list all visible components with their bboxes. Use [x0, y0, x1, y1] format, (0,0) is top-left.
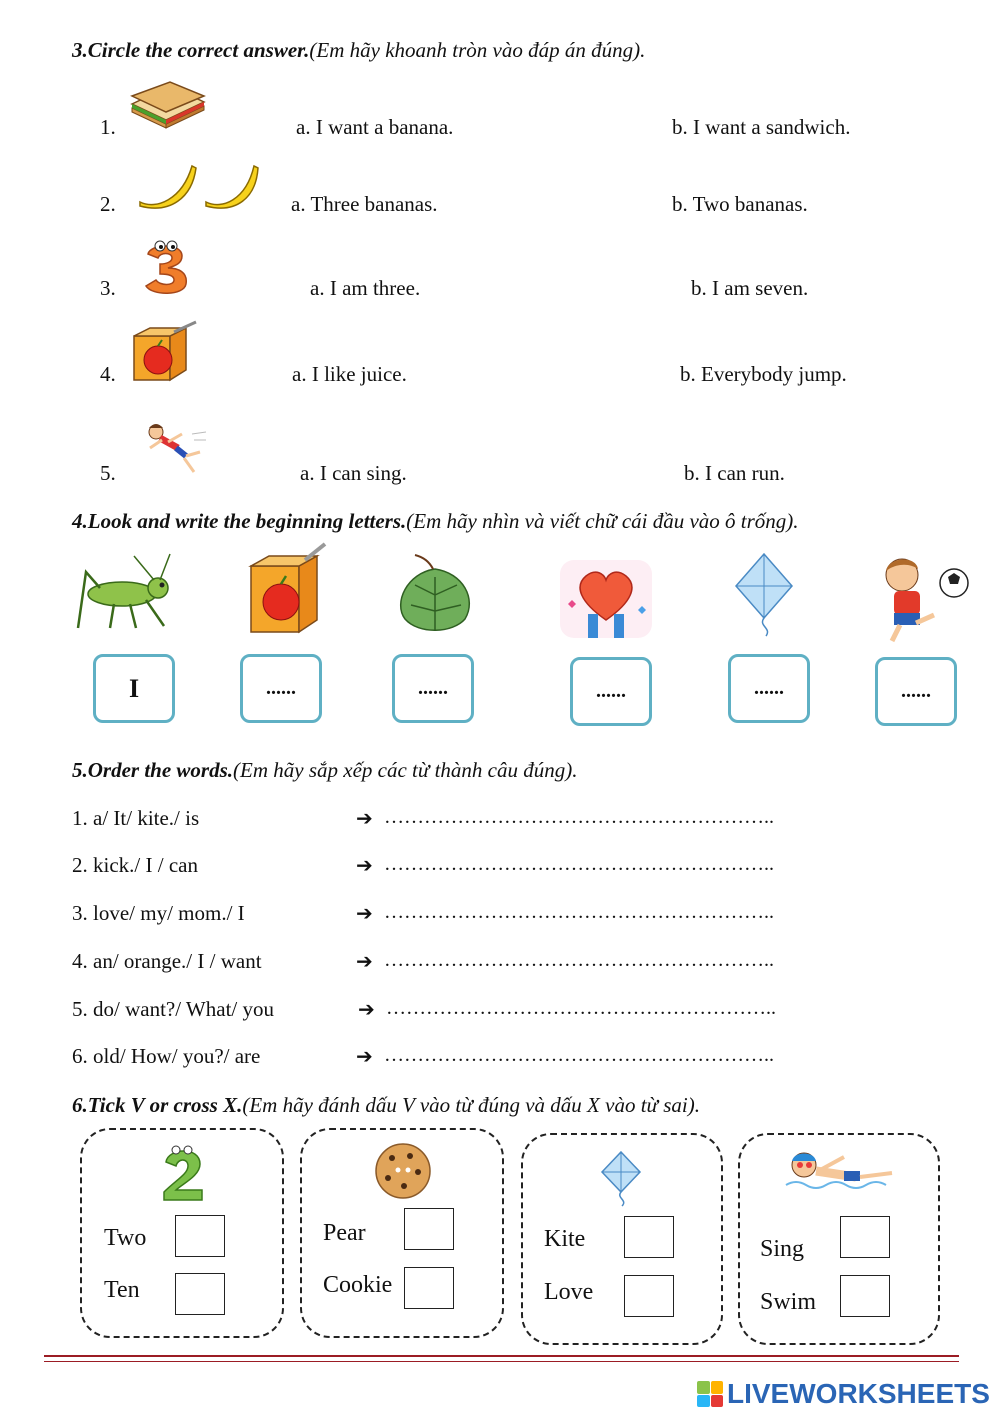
answer-line-6[interactable]: …………………………………………………..	[384, 1044, 774, 1066]
letter-box-2[interactable]: ......	[240, 654, 322, 723]
section6-title: 6.Tick V or cross X.	[72, 1093, 243, 1117]
q3-item3-number: 3.	[100, 276, 116, 300]
q3-item3-option-b[interactable]: b. I am seven.	[691, 276, 809, 300]
letter-box-5[interactable]: ......	[728, 654, 810, 723]
arrow-right-icon: ➔	[356, 806, 373, 830]
grasshopper-icon	[70, 552, 180, 632]
card4-tick-box-2[interactable]	[840, 1275, 890, 1317]
card4-word-1: Sing	[760, 1236, 805, 1262]
card4-word-2: Swim	[760, 1289, 817, 1315]
arrow-right-icon: ➔	[356, 853, 373, 877]
order-words-4: 4. an/ orange./ I / want	[72, 949, 262, 973]
footer-divider-thin	[44, 1361, 959, 1362]
swimmer-icon	[782, 1147, 898, 1197]
answer-line-2[interactable]: …………………………………………………..	[384, 853, 774, 875]
sandwich-icon	[130, 82, 206, 130]
letter-box-4[interactable]: ......	[570, 657, 652, 726]
q3-item4-number: 4.	[100, 362, 116, 386]
section6-subtitle: (Em hãy đánh dấu V vào từ đúng và dấu X vào từ sai).	[242, 1093, 700, 1117]
card3-tick-box-1[interactable]	[624, 1216, 674, 1258]
answer-line-3[interactable]: …………………………………………………..	[384, 901, 774, 923]
q3-item5-option-a[interactable]: a. I can sing.	[300, 461, 407, 485]
card2-tick-box-2[interactable]	[404, 1267, 454, 1309]
q3-item1-option-a[interactable]: a. I want a banana.	[296, 115, 454, 139]
cookie-icon	[374, 1142, 432, 1200]
order-words-1: 1. a/ It/ kite./ is	[72, 806, 200, 830]
order-words-5: 5. do/ want?/ What/ you	[72, 997, 274, 1021]
card3-word-2: Love	[544, 1279, 594, 1305]
answer-line-4[interactable]: …………………………………………………..	[384, 949, 774, 971]
number-three-icon	[140, 238, 196, 296]
love-heart-icon	[558, 558, 654, 640]
letter-box-1[interactable]: I	[93, 654, 175, 723]
arrow-right-icon: ➔	[356, 901, 373, 925]
boy-kicking-ball-icon	[876, 555, 972, 647]
card3-tick-box-2[interactable]	[624, 1275, 674, 1317]
answer-line-5[interactable]: …………………………………………………..	[386, 997, 776, 1019]
section5-subtitle: (Em hãy sắp xếp các từ thành câu đúng).	[233, 758, 578, 782]
arrow-right-icon: ➔	[356, 1044, 373, 1068]
liveworksheets-brand: LIVEWORKSHEETS	[727, 1378, 990, 1409]
running-boy-icon	[138, 422, 208, 478]
card2-word-1: Pear	[323, 1220, 366, 1246]
section4-heading	[72, 509, 799, 534]
letter-box-3[interactable]: ......	[392, 654, 474, 723]
order-words-3: 3. love/ my/ mom./ I	[72, 901, 245, 925]
card1-tick-box-2[interactable]	[175, 1273, 225, 1315]
kite-icon	[728, 552, 800, 638]
answer-line-1[interactable]: …………………………………………………..	[384, 806, 774, 828]
section3-title: 3.Circle the correct answer.	[72, 38, 310, 62]
liveworksheets-logo	[697, 1378, 990, 1410]
bananas-icon	[136, 160, 260, 212]
order-words-2: 2. kick./ I / can	[72, 853, 198, 877]
card1-word-1: Two	[104, 1225, 147, 1251]
q3-item2-option-a[interactable]: a. Three bananas.	[291, 192, 438, 216]
q3-item5-option-b[interactable]: b. I can run.	[684, 461, 785, 485]
order-words-6: 6. old/ How/ you?/ are	[72, 1044, 261, 1068]
card1-tick-box-1[interactable]	[175, 1215, 225, 1257]
section3-subtitle: (Em hãy khoanh tròn vào đáp án đúng).	[309, 38, 646, 62]
q3-item3-option-a[interactable]: a. I am three.	[310, 276, 421, 300]
footer-divider	[44, 1355, 959, 1357]
section4-subtitle: (Em hãy nhìn và viết chữ cái đầu vào ô trống).	[406, 509, 799, 533]
card2-word-2: Cookie	[323, 1272, 393, 1298]
section6-heading	[72, 1093, 700, 1118]
card3-word-1: Kite	[544, 1226, 586, 1252]
q3-item2-number: 2.	[100, 192, 116, 216]
kite-icon	[598, 1150, 644, 1206]
letter-box-6[interactable]: ......	[875, 657, 957, 726]
section5-title: 5.Order the words.	[72, 758, 234, 782]
liveworksheets-logo-icon	[697, 1381, 723, 1407]
q3-item4-option-b[interactable]: b. Everybody jump.	[680, 362, 847, 386]
leaf-icon	[393, 555, 477, 635]
q3-item1-option-b[interactable]: b. I want a sandwich.	[672, 115, 851, 139]
section5-heading	[72, 758, 577, 783]
juice-box-icon	[245, 542, 329, 634]
card1-word-2: Ten	[104, 1277, 140, 1303]
juice-box-icon	[130, 320, 200, 382]
arrow-right-icon: ➔	[358, 997, 375, 1021]
section3-heading	[72, 38, 645, 63]
arrow-right-icon: ➔	[356, 949, 373, 973]
section4-title: 4.Look and write the beginning letters.	[72, 509, 407, 533]
number-two-icon	[160, 1144, 206, 1202]
q3-item4-option-a[interactable]: a. I like juice.	[292, 362, 407, 386]
q3-item1-number: 1.	[100, 115, 116, 139]
q3-item2-option-b[interactable]: b. Two bananas.	[672, 192, 808, 216]
card2-tick-box-1[interactable]	[404, 1208, 454, 1250]
q3-item5-number: 5.	[100, 461, 116, 485]
card4-tick-box-1[interactable]	[840, 1216, 890, 1258]
